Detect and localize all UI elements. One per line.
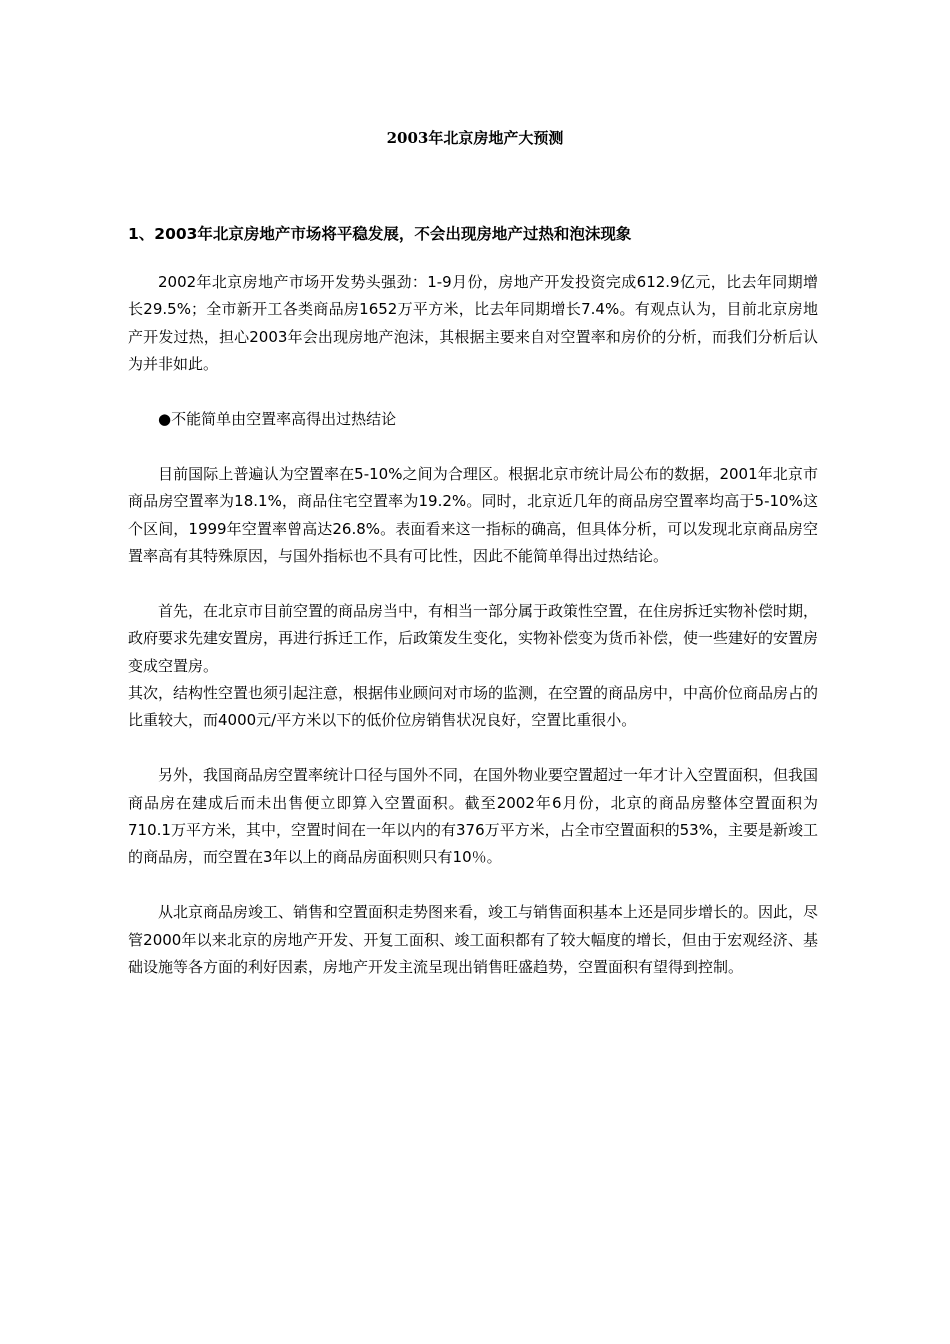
paragraph-statistics-difference: 另外，我国商品房空置率统计口径与国外不同，在国外物业要空置超过一年才计入空置面积，但我国商品房在建成后而未出售便立即算入空置面积。截至2002年6月份，北京的商品房整体空置面积为710.1万平方米，其中，空置时间在一年以内的有376万平方米，占全市空置面积的53%，主要是新竣工的商品房，而空置在3年以上的商品房面积则只有10％。 <box>128 766 819 867</box>
paragraph-vacancy-rate: 目前国际上普遍认为空置率在5-10%之间为合理区。根据北京市统计局公布的数据，2001年北京市商品房空置率为18.1%，商品住宅空置率为19.2%。同时，北京近几年的商品房空置率均高于5-10%这个区间，1999年空置率曾高达26.8%。表面看来这一指标的确高，但具体分析，可以发现北京商品房空置率高有其特殊原因，与国外指标也不具有可比性，因此不能简单得出过热结论。 <box>128 464 818 566</box>
paragraph-policy-vacancy: 首先，在北京市目前空置的商品房当中，有相当一部分属于政策性空置，在住房拆迁实物补偿时期，政府要求先建安置房，再进行拆迁工作，后政策发生变化，实物补偿变为货币补偿，使一些建好的安置房变成空置房。 <box>128 601 819 675</box>
document-body <box>128 269 818 981</box>
document-title: 2003年北京房地产大预测 <box>386 129 564 147</box>
paragraph-market-overview: 2002年北京房地产市场开发势头强劲：1-9月份，房地产开发投资完成612.9亿元，比去年同期增长29.5%；全市新开工各类商品房1652万平方米，比去年同期增长7.4%。有观点认为，目前北京房地产开发过热，担心2003年会出现房地产泡沫，其根据主要来自对空置率和房价的分析，而我们分析后认为并非如此。 <box>128 273 818 374</box>
paragraph-structural-vacancy: 其次，结构性空置也须引起注意，根据伟业顾问对市场的监测，在空置的商品房中，中高价位商品房占的比重较大，而4000元/平方米以下的低价位房销售状况良好，空置比重很小。 <box>128 684 819 730</box>
section-heading: 1、2003年北京房地产市场将平稳发展，不会出现房地产过热和泡沫现象 <box>128 225 632 243</box>
paragraph-trend-conclusion: 从北京商品房竣工、销售和空置面积走势图来看，竣工与销售面积基本上还是同步增长的。因此，尽管2000年以来北京的房地产开发、开复工面积、竣工面积都有了较大幅度的增长，但由于宏观经济、基础设施等各方面的利好因素，房地产开发主流呈现出销售旺盛趋势，空置面积有望得到控制。 <box>128 903 819 977</box>
bullet-heading-vacancy: ●不能简单由空置率高得出过热结论 <box>158 410 397 429</box>
